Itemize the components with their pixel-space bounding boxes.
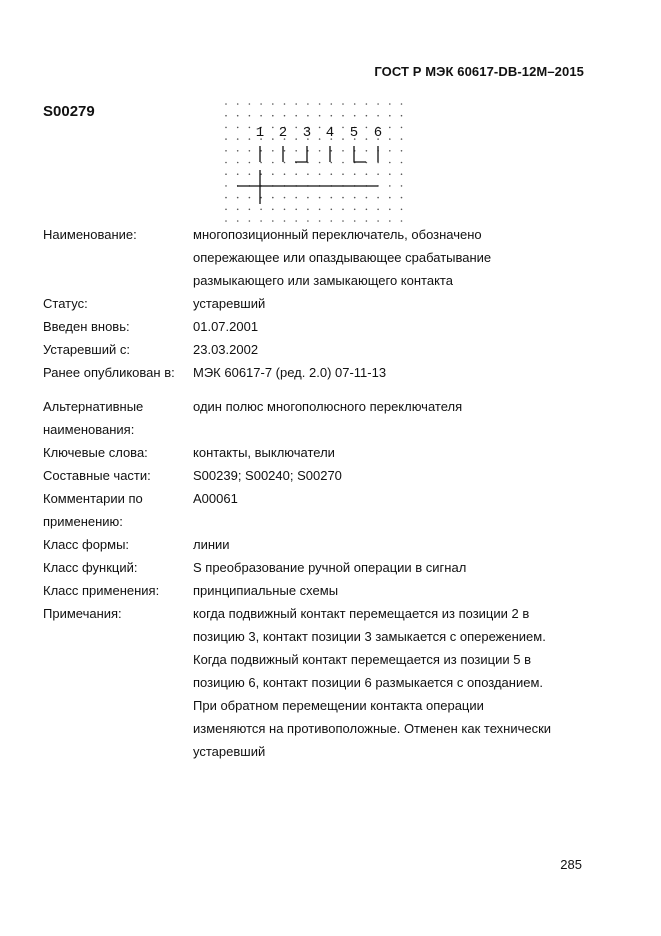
grid-dot (389, 138, 391, 140)
row-label: Составные части: (43, 468, 151, 483)
grid-dot (354, 173, 356, 175)
grid-dot (389, 220, 391, 222)
grid-dot (237, 138, 239, 140)
grid-dot (319, 103, 321, 105)
grid-dot (307, 209, 309, 211)
grid-dot (295, 173, 297, 175)
contact-3-early-make (295, 146, 307, 162)
grid-dot (389, 150, 391, 152)
grid-dot (260, 115, 262, 117)
document-header: ГОСТ Р МЭК 60617-DB-12M–2015 (374, 64, 584, 79)
grid-dot (237, 150, 239, 152)
grid-dot (401, 209, 403, 211)
grid-dot (342, 150, 344, 152)
grid-dot (272, 138, 274, 140)
row-value: когда подвижный контакт перемещается из позиции 2 в позицию 3, контакт позиции 3 замыкается с опережением. Когда подвижный контакт перемещается из позиции 5 в позицию 6, контакт позиции 6 размыкается с опозданием. При обратном перемещении контакта операции изменяются на противоположные. Отменен как технически устаревший (193, 606, 552, 759)
page-number: 285 (560, 857, 582, 872)
position-label-4: 4 (325, 125, 335, 141)
grid-dot (354, 209, 356, 211)
row-label: Альтернативные наименования: (43, 399, 144, 437)
grid-dot (225, 209, 227, 211)
grid-dot (284, 103, 286, 105)
grid-dot (272, 173, 274, 175)
grid-dot (272, 209, 274, 211)
grid-dot (272, 197, 274, 199)
grid-dot (260, 103, 262, 105)
grid-dot (237, 162, 239, 164)
grid-dot (354, 197, 356, 199)
grid-dot (319, 138, 321, 140)
grid-dot (401, 127, 403, 129)
grid-dot (237, 103, 239, 105)
row-label: Статус: (43, 296, 88, 311)
symbol-figure (216, 98, 416, 228)
row-value: A00061 (193, 491, 238, 506)
properties-list (43, 223, 583, 763)
row-label: Примечания: (43, 606, 122, 621)
grid-dot (401, 197, 403, 199)
grid-dot (225, 138, 227, 140)
position-label-6: 6 (373, 125, 383, 141)
grid-dot (331, 103, 333, 105)
grid-dot (284, 162, 286, 164)
position-label-5: 5 (349, 125, 359, 141)
grid-dot (331, 162, 333, 164)
grid-dot (249, 138, 251, 140)
grid-dot (237, 115, 239, 117)
row-label: Введен вновь: (43, 319, 130, 334)
grid-dot (307, 197, 309, 199)
grid-dot (342, 220, 344, 222)
grid-dot (249, 162, 251, 164)
grid-dot (284, 173, 286, 175)
row-value: линии (193, 537, 230, 552)
row-value: S00239; S00240; S00270 (193, 468, 342, 483)
grid-dot (366, 115, 368, 117)
row-alt (43, 395, 583, 441)
row-application (43, 579, 583, 602)
grid-dot (225, 220, 227, 222)
grid-dot (319, 162, 321, 164)
grid-dot (401, 173, 403, 175)
row-keywords (43, 441, 583, 464)
grid-dot (342, 209, 344, 211)
grid-dot (331, 220, 333, 222)
row-notes (43, 602, 583, 763)
grid-dot (319, 197, 321, 199)
row-value: контакты, выключатели (193, 445, 335, 460)
grid-dot (225, 162, 227, 164)
grid-dot (366, 150, 368, 152)
grid-dot (401, 150, 403, 152)
grid-dot (272, 162, 274, 164)
grid-dot (272, 220, 274, 222)
grid-dot (237, 209, 239, 211)
grid-dot (237, 127, 239, 129)
grid-dot (225, 150, 227, 152)
grid-dot (342, 162, 344, 164)
grid-dot (401, 115, 403, 117)
grid-dot (225, 115, 227, 117)
grid-dot (354, 115, 356, 117)
row-value: 01.07.2001 (193, 319, 259, 334)
grid-dot (319, 115, 321, 117)
grid-dot (295, 209, 297, 211)
row-comments (43, 487, 583, 533)
grid-dot (307, 103, 309, 105)
grid-dot (295, 150, 297, 152)
grid-dot (260, 209, 262, 211)
grid-dot (366, 209, 368, 211)
grid-dot (272, 150, 274, 152)
grid-dot (366, 127, 368, 129)
contact-5-late-break (354, 146, 366, 162)
grid-dot (237, 173, 239, 175)
grid-dot (249, 197, 251, 199)
grid-dot (319, 150, 321, 152)
grid-dot (342, 138, 344, 140)
grid-dot (319, 209, 321, 211)
grid-dot (295, 197, 297, 199)
grid-dot (342, 197, 344, 199)
row-value: МЭК 60617-7 (ред. 2.0) 07-11-13 (193, 365, 387, 380)
grid-dot (366, 138, 368, 140)
grid-dot (366, 197, 368, 199)
grid-dot (342, 115, 344, 117)
row-value: один полюс многополюсного переключателя (193, 399, 463, 414)
row-value: многопозиционный переключатель, обозначено опережающее или опаздывающее срабатывание размыкающего или замыкающего контакта (193, 227, 492, 288)
row-introduced (43, 315, 583, 338)
spacer (43, 384, 583, 395)
row-label: Класс формы: (43, 537, 130, 552)
grid-dot (284, 209, 286, 211)
grid-dot (272, 127, 274, 129)
row-value: 23.03.2002 (193, 342, 259, 357)
grid-dot (307, 173, 309, 175)
row-form (43, 533, 583, 556)
grid-dot (389, 127, 391, 129)
grid-dot (295, 127, 297, 129)
grid-dot (331, 115, 333, 117)
row-parts (43, 464, 583, 487)
grid-dot (249, 220, 251, 222)
grid-dot (389, 173, 391, 175)
grid-dot (377, 103, 379, 105)
grid-dot (284, 197, 286, 199)
grid-dot (389, 162, 391, 164)
row-label: Наименование: (43, 227, 137, 242)
grid-dot (225, 173, 227, 175)
grid-dot (307, 115, 309, 117)
grid-dot (319, 173, 321, 175)
position-label-2: 2 (278, 125, 288, 141)
grid-dot (389, 197, 391, 199)
grid-dot (331, 197, 333, 199)
row-value: принципиальные схемы (193, 583, 339, 598)
grid-dot (319, 220, 321, 222)
grid-dot (331, 209, 333, 211)
grid-dot (342, 103, 344, 105)
grid-dot (225, 197, 227, 199)
row-value: устаревший (193, 296, 266, 311)
grid-dot (401, 103, 403, 105)
grid-dot (272, 115, 274, 117)
grid-dot (389, 103, 391, 105)
grid-dot (237, 220, 239, 222)
grid-dot (331, 173, 333, 175)
grid-dot (401, 220, 403, 222)
row-function (43, 556, 583, 579)
dot-grid (225, 103, 402, 222)
grid-dot (366, 220, 368, 222)
grid-dot (249, 209, 251, 211)
grid-dot (377, 173, 379, 175)
grid-dot (342, 127, 344, 129)
row-name (43, 223, 583, 292)
grid-dot (249, 173, 251, 175)
position-label-1: 1 (255, 125, 265, 141)
grid-dot (249, 150, 251, 152)
grid-dot (377, 209, 379, 211)
grid-dot (366, 103, 368, 105)
grid-dot (319, 127, 321, 129)
row-label: Ключевые слова: (43, 445, 148, 460)
grid-dot (237, 197, 239, 199)
grid-dot (366, 173, 368, 175)
row-label: Класс применения: (43, 583, 160, 598)
row-value: S преобразование ручной операции в сигнал (193, 560, 467, 575)
grid-dot (284, 150, 286, 152)
row-label: Класс функций: (43, 560, 138, 575)
grid-dot (389, 185, 391, 187)
grid-dot (377, 115, 379, 117)
row-label: Ранее опубликован в: (43, 365, 175, 380)
grid-dot (389, 209, 391, 211)
grid-dot (295, 103, 297, 105)
row-label: Устаревший с: (43, 342, 130, 357)
grid-dot (249, 103, 251, 105)
grid-dot (389, 115, 391, 117)
position-label-3: 3 (302, 125, 312, 141)
row-obsolete (43, 338, 583, 361)
grid-dot (307, 220, 309, 222)
grid-dot (249, 115, 251, 117)
grid-dot (284, 220, 286, 222)
grid-dot (354, 220, 356, 222)
grid-dot (249, 127, 251, 129)
symbol-code: S00279 (43, 103, 95, 120)
grid-dot (354, 103, 356, 105)
grid-dot (401, 138, 403, 140)
grid-dot (295, 138, 297, 140)
grid-dot (225, 185, 227, 187)
grid-dot (401, 185, 403, 187)
grid-dot (295, 115, 297, 117)
grid-dot (284, 115, 286, 117)
row-published (43, 361, 583, 384)
grid-dot (272, 103, 274, 105)
row-label: Комментарии по применению: (43, 491, 143, 529)
grid-dot (225, 127, 227, 129)
grid-dot (260, 220, 262, 222)
row-status (43, 292, 583, 315)
grid-dot (331, 150, 333, 152)
grid-dot (377, 220, 379, 222)
grid-dot (401, 162, 403, 164)
grid-dot (377, 197, 379, 199)
grid-dot (342, 173, 344, 175)
grid-dot (225, 103, 227, 105)
grid-dot (295, 220, 297, 222)
